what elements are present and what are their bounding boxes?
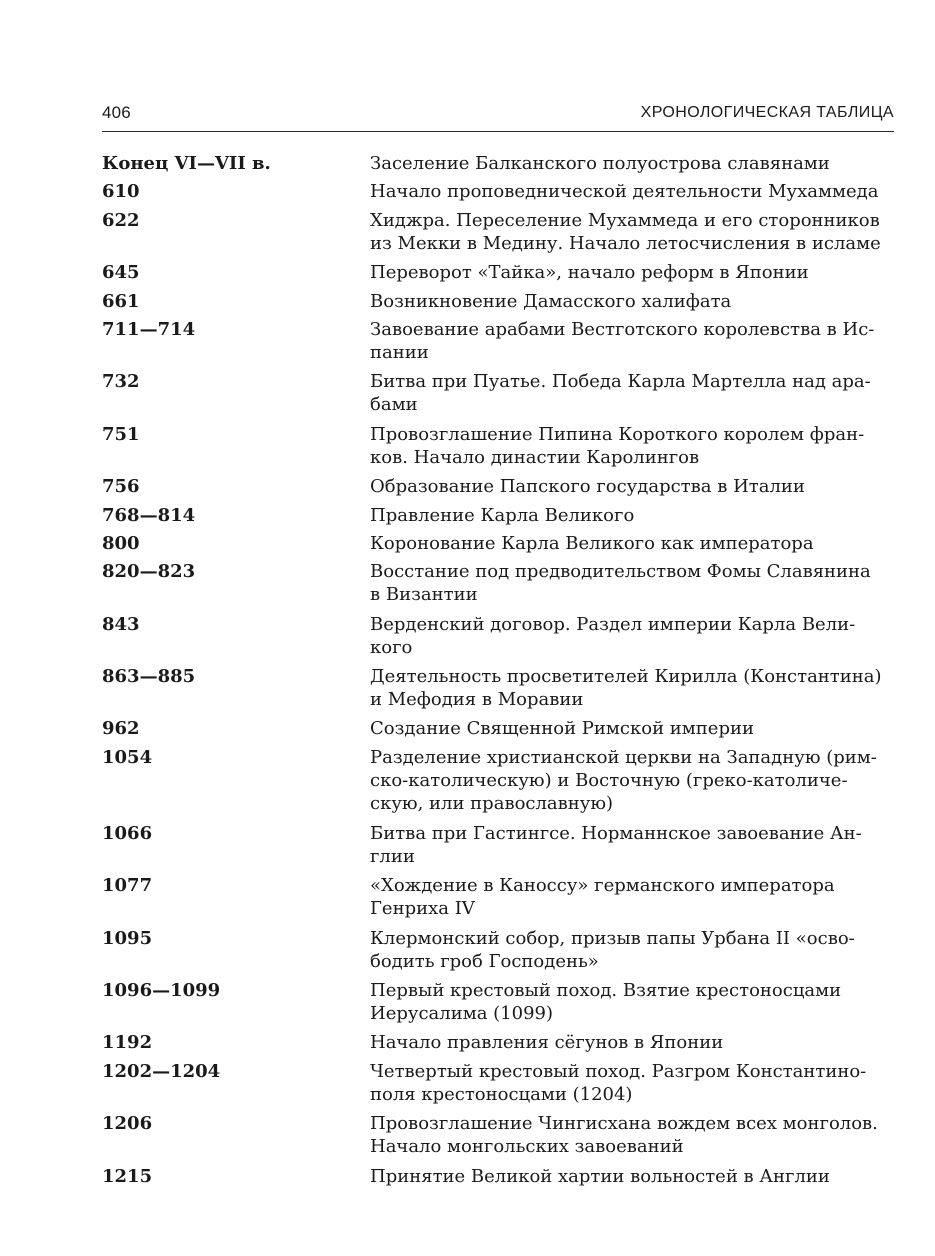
row-date: 800 bbox=[102, 532, 140, 554]
row-event: Первый крестовый поход. Взятие крестоносцами Иерусалима (1099) bbox=[370, 980, 842, 1025]
table-row bbox=[102, 209, 894, 261]
row-date: 863—885 bbox=[102, 666, 196, 688]
table-row bbox=[102, 613, 894, 665]
table-row bbox=[102, 180, 894, 208]
table-row bbox=[102, 927, 894, 979]
row-event: Хиджра. Переселение Мухаммеда и его сторонников из Мекки в Медину. Начало летосчисления в исламе bbox=[370, 209, 881, 254]
table-row bbox=[102, 822, 894, 874]
table-row bbox=[102, 261, 894, 289]
row-event: Правление Карла Великого bbox=[370, 504, 635, 526]
row-event: Создание Священной Римской империи bbox=[370, 718, 754, 740]
page-number: 406 bbox=[102, 103, 131, 122]
row-event: Клермонский собор, призыв папы Урбана II «осво- бодить гроб Господень» bbox=[370, 927, 855, 972]
table-row bbox=[102, 665, 894, 717]
table-row bbox=[102, 717, 894, 745]
row-event: Восстание под предводительством Фомы Славянина в Византии bbox=[370, 561, 871, 606]
row-date: 732 bbox=[102, 371, 140, 393]
table-row bbox=[102, 1060, 894, 1112]
table-row bbox=[102, 1165, 894, 1193]
row-date: 645 bbox=[102, 262, 140, 284]
row-date: 843 bbox=[102, 613, 140, 635]
table-row bbox=[102, 504, 894, 532]
row-date: 768—814 bbox=[102, 504, 196, 526]
row-event: Разделение христианской церкви на Западную (рим- ско-католическую) и Восточную (греко-католиче- скую, или православную) bbox=[370, 746, 877, 814]
row-date: 1096—1099 bbox=[102, 980, 221, 1002]
table-row bbox=[102, 979, 894, 1031]
row-date: 820—823 bbox=[102, 561, 196, 583]
row-date: 622 bbox=[102, 209, 140, 231]
row-date: 661 bbox=[102, 290, 140, 312]
table-row bbox=[102, 152, 894, 180]
row-date: 610 bbox=[102, 181, 140, 203]
table-row bbox=[102, 290, 894, 318]
row-date: Конец VI—VII в. bbox=[102, 153, 271, 174]
row-date: 1202—1204 bbox=[102, 1060, 221, 1082]
running-title: ХРОНОЛОГИЧЕСКАЯ ТАБЛИЦА bbox=[640, 104, 894, 121]
table-row bbox=[102, 532, 894, 560]
row-event: Образование Папского государства в Италии bbox=[370, 476, 805, 498]
row-event: Начало проповеднической деятельности Мухаммеда bbox=[370, 181, 879, 203]
row-date: 1077 bbox=[102, 875, 153, 897]
table-row bbox=[102, 874, 894, 926]
chronology-table bbox=[102, 152, 894, 1193]
row-date: 1066 bbox=[102, 822, 153, 844]
row-date: 751 bbox=[102, 423, 140, 445]
table-row bbox=[102, 1031, 894, 1059]
table-row bbox=[102, 746, 894, 822]
row-event: Битва при Пуатье. Победа Карла Мартелла над ара- бами bbox=[370, 371, 871, 416]
row-event: Четвертый крестовый поход. Разгром Константино- поля крестоносцами (1204) bbox=[370, 1060, 867, 1105]
row-event: Коронование Карла Великого как императора bbox=[370, 532, 814, 554]
page-header bbox=[102, 103, 894, 132]
table-row bbox=[102, 1112, 894, 1164]
table-row bbox=[102, 318, 894, 370]
table-row bbox=[102, 370, 894, 422]
row-event: Завоевание арабами Вестготского королевства в Ис- пании bbox=[370, 318, 875, 363]
row-event: Заселение Балканского полуострова славянами bbox=[370, 153, 830, 174]
row-date: 962 bbox=[102, 718, 140, 740]
table-row bbox=[102, 423, 894, 475]
row-date: 1054 bbox=[102, 746, 153, 768]
row-event: Верденский договор. Раздел империи Карла Вели- кого bbox=[370, 613, 856, 658]
row-event: Возникновение Дамасского халифата bbox=[370, 290, 732, 312]
row-event: Деятельность просветителей Кирилла (Константина) и Мефодия в Моравии bbox=[370, 666, 882, 711]
table-row bbox=[102, 475, 894, 503]
row-date: 1095 bbox=[102, 927, 153, 949]
row-event: Начало правления сёгунов в Японии bbox=[370, 1032, 724, 1054]
row-event: Битва при Гастингсе. Норманнское завоевание Ан- глии bbox=[370, 822, 862, 867]
row-event: Провозглашение Пипина Короткого королем фран- ков. Начало династии Каролингов bbox=[370, 423, 865, 468]
row-date: 1215 bbox=[102, 1165, 153, 1187]
row-event: Провозглашение Чингисхана вождем всех монголов. Начало монгольских завоеваний bbox=[370, 1113, 878, 1158]
row-event: «Хождение в Каноссу» германского императора Генриха IV bbox=[370, 875, 835, 920]
row-date: 711—714 bbox=[102, 318, 196, 340]
row-date: 756 bbox=[102, 476, 140, 498]
row-event: Переворот «Тайка», начало реформ в Японии bbox=[370, 262, 809, 284]
row-date: 1206 bbox=[102, 1113, 153, 1135]
row-event: Принятие Великой хартии вольностей в Англии bbox=[370, 1165, 830, 1187]
table-row bbox=[102, 560, 894, 612]
row-date: 1192 bbox=[102, 1032, 153, 1054]
